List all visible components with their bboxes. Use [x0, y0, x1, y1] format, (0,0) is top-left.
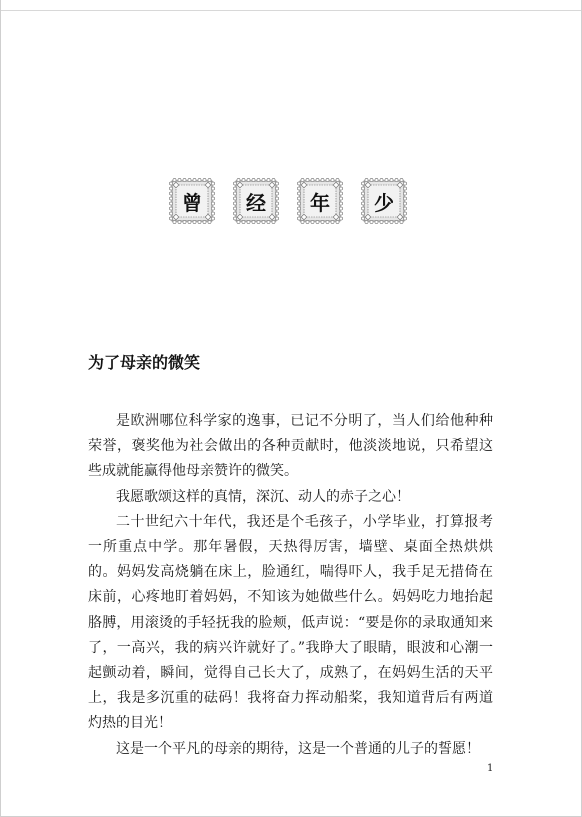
- chapter-title-char: 少: [374, 190, 394, 215]
- chapter-title-tile: [232, 177, 280, 225]
- chapter-title: [168, 177, 408, 225]
- paragraph: 我愿歌颂这样的真情，深沉、动人的赤子之心！: [116, 488, 410, 505]
- chapter-title-tile: [168, 177, 216, 225]
- page-top-rule: [0, 0, 582, 11]
- section-title: 为了母亲的微笑: [88, 353, 201, 372]
- chapter-title-tile: [296, 177, 344, 225]
- paragraph: 这是一个平凡的母亲的期待，这是一个普通的儿子的誓愿！: [116, 740, 480, 757]
- page-number: 1: [487, 763, 494, 774]
- page-left-edge: [0, 0, 1, 817]
- paragraph: 二十世纪六十年代，我还是个毛孩子，小学毕业，打算报考一所重点中学。那年暑假，天热得厉害，墙壁、桌面全热烘烘的。妈妈发高烧躺在床上，脸通红，喘得吓人，我手足无措倚在床前，心疼地盯着妈妈，不知该为她做些什么。妈妈吃力地抬起胳膊，用滚烫的手轻抚我的脸颊，低声说：“要是你的录取通知来了，一高兴，我的病兴许就好了。”我睁大了眼睛，眼波和心潮一起颤动着，瞬间，觉得自己长大了，成熟了，在妈妈生活的天平上，我是多沉重的砝码！我将奋力挥动船桨，我知道背后有两道灼热的目光！: [88, 513, 493, 732]
- paragraph: 是欧洲哪位科学家的逸事，已记不分明了，当人们给他种种荣誉，褒奖他为社会做出的各种贡献时，他淡淡地说，只希望这些成就能赢得他母亲赞许的微笑。: [88, 413, 493, 480]
- chapter-title-char: 曾: [182, 190, 202, 215]
- chapter-title-tile: [360, 177, 408, 225]
- body-text: [88, 409, 493, 762]
- chapter-title-char: 年: [310, 190, 330, 215]
- chapter-title-char: 经: [246, 190, 266, 215]
